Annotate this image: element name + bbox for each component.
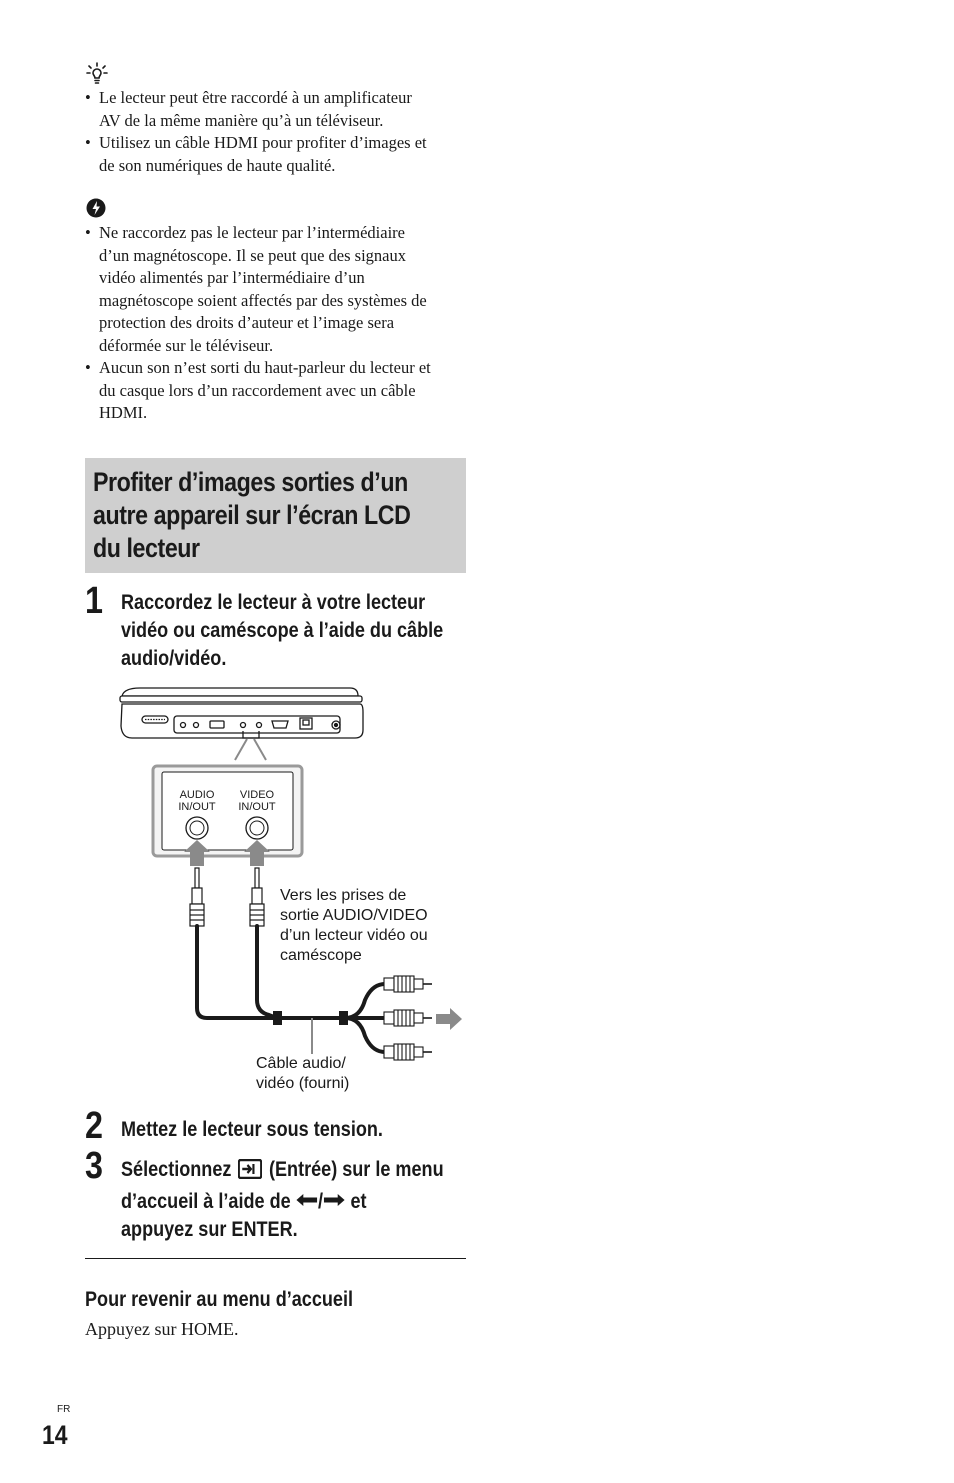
lightbulb-icon <box>86 62 108 86</box>
video-jack-label: VIDEO IN/OUT <box>238 789 276 813</box>
step-text: Sélectionnez (Entrée) sur le menu d’accueil à l’aide de / et appuyez sur ENTER. <box>121 1158 444 1241</box>
output-arrow <box>436 1008 462 1030</box>
cable-label: Câble audio/ vidéo (fourni) <box>256 1055 350 1092</box>
video-mini-plug <box>250 868 264 926</box>
arrow-left-icon <box>296 1187 318 1215</box>
step-number: 3 <box>85 1145 103 1187</box>
language-code: FR <box>57 1404 71 1415</box>
subsection-title: Pour revenir au menu d’accueil <box>85 1288 353 1311</box>
player-device <box>120 688 363 738</box>
note-icon <box>86 197 108 219</box>
rca-plugs <box>384 976 432 1060</box>
tips-list <box>85 87 475 177</box>
connection-diagram <box>110 682 470 1102</box>
step-number: 1 <box>85 580 103 622</box>
tip-item: • Le lecteur peut être raccordé à un amplificateur AV de la même manière qu’à un téléviseur. <box>85 88 412 130</box>
arrow-right-icon <box>323 1187 345 1215</box>
step-number: 2 <box>85 1105 103 1147</box>
subsection-body: Appuyez sur HOME. <box>85 1319 239 1339</box>
section-title: Profiter d’images sorties d’un autre appareil sur l’écran LCD du lecteur <box>93 467 411 563</box>
note-item: • Aucun son n’est sorti du haut-parleur du lecteur et du casque lors d’un raccordement avec un câble HDMI. <box>85 358 431 422</box>
input-icon <box>238 1159 262 1187</box>
destination-label: Vers les prises de sortie AUDIO/VIDEO d’un lecteur vidéo ou caméscope <box>280 887 428 964</box>
audio-jack-label: AUDIO IN/OUT <box>178 789 216 813</box>
note-item: • Ne raccordez pas le lecteur par l’intermédiaire d’un magnétoscope. Il se peut que des signaux vidéo alimentés par l’intermédiaire d’un magnétoscope soient affectés par des systèmes de protection des droits d’auteur et l’image sera déformée sur le téléviseur. <box>85 223 427 355</box>
section-header <box>85 458 466 573</box>
page-number: 14 <box>42 1420 68 1450</box>
audio-mini-plug <box>190 868 204 926</box>
tip-item: • Utilisez un câble HDMI pour profiter d’images et de son numériques de haute qualité. <box>85 133 427 175</box>
step-text: Mettez le lecteur sous tension. <box>121 1118 383 1141</box>
notes-list <box>85 222 475 425</box>
step-text: Raccordez le lecteur à votre lecteur vidéo ou caméscope à l’aide du câble audio/vidéo. <box>121 591 444 670</box>
divider <box>85 1258 466 1259</box>
